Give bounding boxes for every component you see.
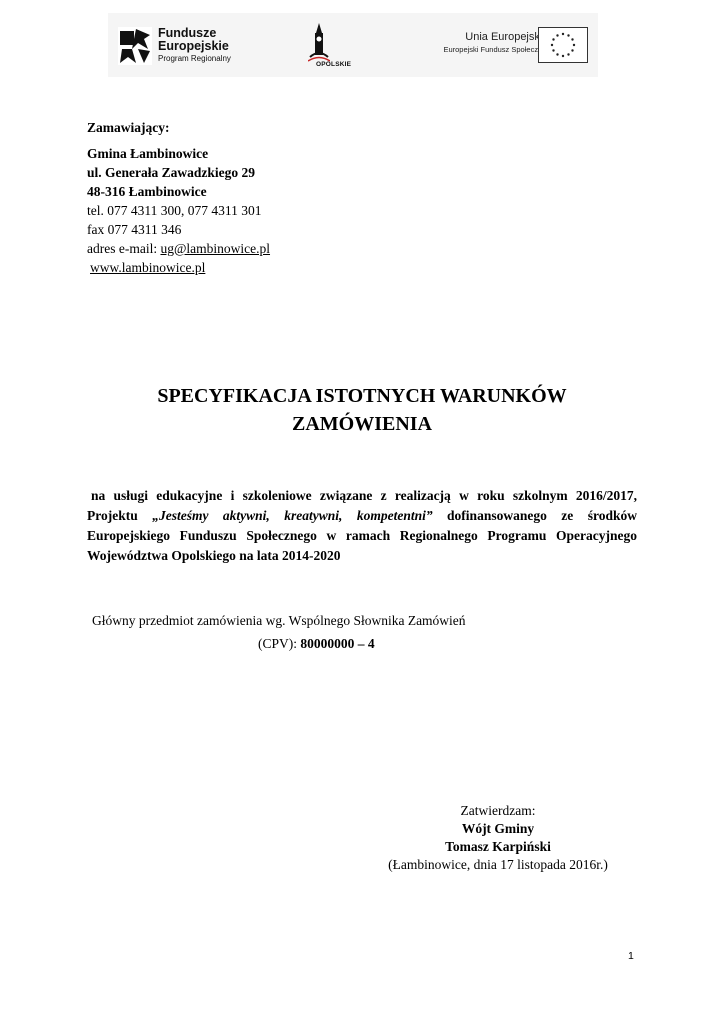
fe-line2: Europejskie xyxy=(158,39,229,53)
op-text: OPOLSKIE xyxy=(316,61,352,68)
subject-paragraph xyxy=(87,486,637,566)
cpv-line-1: Główny przedmiot zamówienia wg. Wspólnego Słownika Zamówień xyxy=(92,613,466,628)
orderer-street: ul. Generała Zawadzkiego 29 xyxy=(87,165,255,180)
fe-line1: Fundusze xyxy=(158,26,217,40)
approver-role: Wójt Gminy xyxy=(461,821,535,836)
orderer-tel: tel. 077 4311 300, 077 4311 301 xyxy=(87,203,262,218)
orderer-fax: fax 077 4311 346 xyxy=(87,222,182,237)
orderer-name: Gmina Łambinowice xyxy=(87,146,209,161)
opolskie-logo xyxy=(294,23,358,71)
subject-part-1: na usługi edukacyjne i szkoleniowe związane z realizacją w roku szkolnym 2016/2017, Projektu xyxy=(87,488,637,523)
opolskie-tower-icon xyxy=(308,23,330,63)
fe-logo-text xyxy=(158,27,231,65)
approve-label: Zatwierdzam: xyxy=(460,803,536,818)
approval-date: (Łambinowice, dnia 17 listopada 2016r.) xyxy=(388,857,608,872)
page-number: 1 xyxy=(628,950,634,962)
title-line-2: ZAMÓWIENIA xyxy=(291,413,432,435)
orderer-heading: Zamawiający: xyxy=(87,120,170,135)
email-label: adres e-mail: xyxy=(87,241,161,256)
ue-logo-text xyxy=(428,30,546,55)
title-line-1: SPECYFIKACJA ISTOTNYCH WARUNKÓW xyxy=(157,385,567,407)
website-link[interactable]: www.lambinowice.pl xyxy=(90,260,206,275)
orderer-email-line xyxy=(87,239,270,259)
fe-star-icon xyxy=(118,27,152,65)
subject-part-2: dofinansowanego ze środków Europejskiego Funduszu Społecznego w ramach Regionalnego Programu Operacyjnego Województwa Opolskiego na lata 2014-2020 xyxy=(87,508,637,563)
fe-line3: Program Regionalny xyxy=(158,54,231,63)
cpv-label: (CPV): xyxy=(258,636,301,651)
logo-strip xyxy=(108,13,598,77)
email-link[interactable]: ug@lambinowice.pl xyxy=(160,241,271,256)
cpv-code: 80000000 – 4 xyxy=(300,636,375,651)
eu-flag-icon xyxy=(538,27,588,63)
fundusze-europejskie-logo xyxy=(118,25,248,67)
orderer-city: 48-316 Łambinowice xyxy=(87,184,207,199)
ue-line1: Unia Europejska xyxy=(465,31,546,43)
cpv-line-2 xyxy=(258,634,375,654)
project-name: „Jesteśmy aktywni, kreatywni, kompetentni” xyxy=(152,508,433,523)
approver-name: Tomasz Karpiński xyxy=(445,839,551,854)
ue-line2: Europejski Fundusz Społeczny xyxy=(443,45,546,54)
